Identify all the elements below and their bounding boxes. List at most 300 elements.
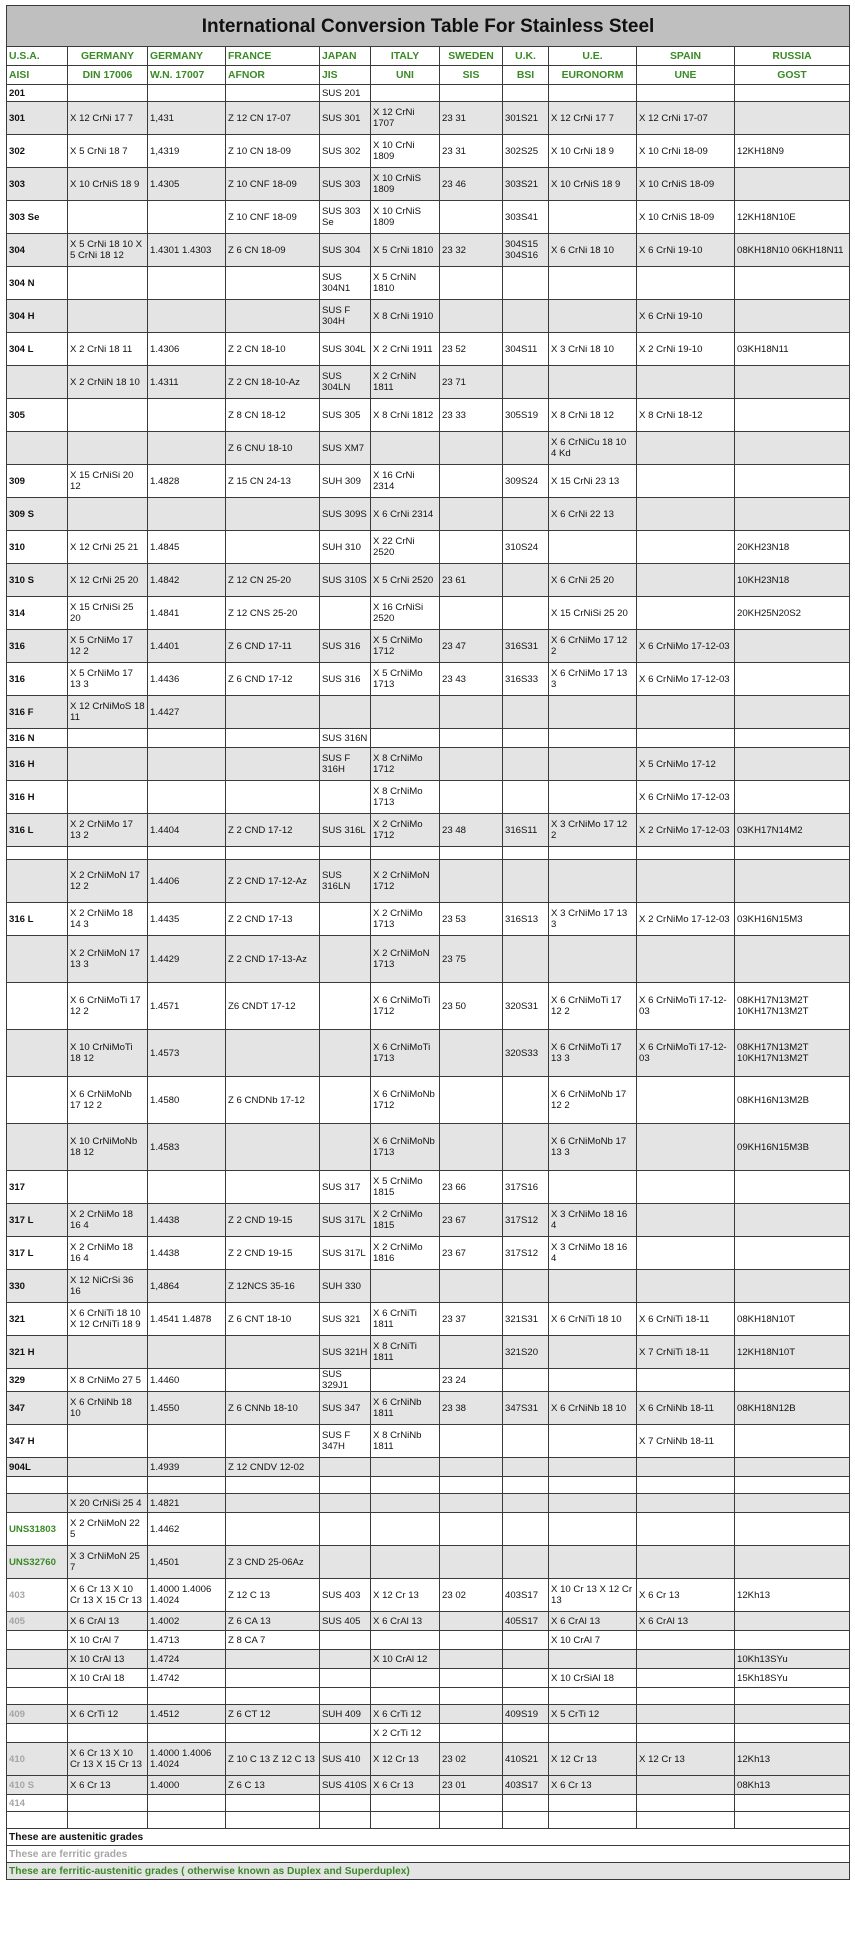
grade-cell — [320, 903, 371, 936]
grade-cell: X 2 CrNiMo 17-12-03 — [637, 814, 735, 847]
table-row — [7, 531, 850, 564]
grade-cell: Z 10 CNF 18-09 — [226, 168, 320, 201]
grade-cell: 1.4000 — [148, 1776, 226, 1795]
table-row — [7, 1812, 850, 1829]
grade-cell: 1.4713 — [148, 1631, 226, 1650]
grade-cell: 23 02 — [440, 1579, 503, 1612]
legend-austenitic-row — [7, 1829, 850, 1846]
grade-cell: X 7 CrNiNb 18-11 — [637, 1425, 735, 1458]
table-row — [7, 168, 850, 201]
grade-cell: X 8 CrNi 18 12 — [549, 399, 637, 432]
grade-cell: 23 31 — [440, 135, 503, 168]
grade-cell — [549, 366, 637, 399]
grade-cell: SUS 302 — [320, 135, 371, 168]
grade-cell: X 12 CrNi 25 21 — [68, 531, 148, 564]
grade-cell: X 6 CrNi 2314 — [371, 498, 440, 531]
grade-cell: X 5 CrNiMo 17 12 2 — [68, 630, 148, 663]
grade-cell: 1.4311 — [148, 366, 226, 399]
grade-cell: X 5 CrNi 18 7 — [68, 135, 148, 168]
table-row — [7, 630, 850, 663]
grade-cell: X 12 NiCrSi 36 16 — [68, 1270, 148, 1303]
grade-cell — [549, 201, 637, 234]
grade-cell — [320, 847, 371, 860]
grade-cell — [68, 729, 148, 748]
grade-cell: 1.4301 1.4303 — [148, 234, 226, 267]
grade-cell: X 2 CrNiMo 1713 — [371, 903, 440, 936]
aisi-grade-cell: 303 — [7, 168, 68, 201]
grade-cell — [549, 847, 637, 860]
grade-cell — [549, 85, 637, 102]
grade-cell: 23 47 — [440, 630, 503, 663]
table-row — [7, 1237, 850, 1270]
grade-cell — [148, 1477, 226, 1494]
grade-cell — [226, 1494, 320, 1513]
grade-cell: Z 6 CND 17-12 — [226, 663, 320, 696]
grade-cell — [503, 498, 549, 531]
grade-cell — [226, 1650, 320, 1669]
grade-cell — [148, 1336, 226, 1369]
grade-cell: X 2 CrNiMo 1815 — [371, 1204, 440, 1237]
aisi-grade-cell — [7, 1688, 68, 1705]
grade-cell — [148, 847, 226, 860]
aisi-grade-cell: 403 — [7, 1579, 68, 1612]
grade-cell: SUS 321 — [320, 1303, 371, 1336]
aisi-grade-cell: 304 L — [7, 333, 68, 366]
grade-cell: SUS 316LN — [320, 860, 371, 903]
table-row — [7, 729, 850, 748]
grade-cell: X 10 CrNiS 1809 — [371, 201, 440, 234]
grade-cell: X 6 CrNiMoTi 17-12-03 — [637, 983, 735, 1030]
grade-cell — [549, 748, 637, 781]
grade-cell: 1.4550 — [148, 1392, 226, 1425]
grade-cell: X 3 CrNi 18 10 — [549, 333, 637, 366]
grade-cell: 1.4427 — [148, 696, 226, 729]
grade-cell — [371, 1812, 440, 1829]
grade-cell: X 10 CrSiAl 18 — [549, 1669, 637, 1688]
table-row — [7, 1077, 850, 1124]
grade-cell: X 2 CrNiMoN 17 12 2 — [68, 860, 148, 903]
aisi-grade-cell: 316 H — [7, 781, 68, 814]
grade-cell — [440, 465, 503, 498]
grade-cell: X 6 CrNiMo 17 12 2 — [549, 630, 637, 663]
grade-cell — [503, 1546, 549, 1579]
grade-cell — [440, 1458, 503, 1477]
grade-cell: X 6 CrNi 18 10 — [549, 234, 637, 267]
grade-cell: X 12 Cr 13 — [637, 1743, 735, 1776]
grade-cell: X 3 CrNiMoN 25 7 — [68, 1546, 148, 1579]
grade-cell: 23 46 — [440, 168, 503, 201]
grade-cell — [68, 1724, 148, 1743]
aisi-grade-cell: 302 — [7, 135, 68, 168]
aisi-grade-cell: 316 L — [7, 903, 68, 936]
grade-cell: 303S41 — [503, 201, 549, 234]
grade-cell: X 8 CrNiMo 1712 — [371, 748, 440, 781]
grade-cell: 321S20 — [503, 1336, 549, 1369]
table-row — [7, 663, 850, 696]
grade-cell — [440, 1669, 503, 1688]
grade-cell: SUS 316L — [320, 814, 371, 847]
table-row — [7, 1494, 850, 1513]
grade-cell: 1.4724 — [148, 1650, 226, 1669]
grade-cell: X 6 CrNiMoNb 17 13 3 — [549, 1124, 637, 1171]
grade-cell: X 12 CrNi 17-07 — [637, 102, 735, 135]
grade-cell — [68, 1336, 148, 1369]
grade-cell — [735, 1425, 850, 1458]
aisi-grade-cell: 347 — [7, 1392, 68, 1425]
table-row — [7, 1171, 850, 1204]
grade-cell — [68, 1688, 148, 1705]
grade-cell: X 6 CrNiMoTi 1713 — [371, 1030, 440, 1077]
grade-cell — [637, 1812, 735, 1829]
grade-cell — [226, 531, 320, 564]
aisi-grade-cell: 316 L — [7, 814, 68, 847]
grade-cell: X 6 CrNiNb 18-11 — [637, 1392, 735, 1425]
table-row — [7, 1688, 850, 1705]
standard-header-cell: AFNOR — [226, 66, 320, 85]
grade-cell: 23 67 — [440, 1204, 503, 1237]
grade-cell — [637, 847, 735, 860]
grade-cell: X 6 CrNiTi 18 10 — [549, 1303, 637, 1336]
grade-cell — [549, 729, 637, 748]
grade-cell — [735, 729, 850, 748]
table-row — [7, 465, 850, 498]
standard-header-cell: EURONORM — [549, 66, 637, 85]
grade-cell — [637, 729, 735, 748]
grade-cell: X 6 CrNiNb 18 10 — [549, 1392, 637, 1425]
grade-cell: X 5 CrNiN 1810 — [371, 267, 440, 300]
grade-cell: 03KH17N14M2 — [735, 814, 850, 847]
grade-cell — [226, 1171, 320, 1204]
grade-cell — [148, 1812, 226, 1829]
aisi-grade-cell: 414 — [7, 1795, 68, 1812]
aisi-grade-cell — [7, 1494, 68, 1513]
grade-cell — [68, 1795, 148, 1812]
grade-cell — [637, 531, 735, 564]
grade-cell — [440, 1336, 503, 1369]
grade-cell — [226, 1795, 320, 1812]
grade-cell — [371, 85, 440, 102]
grade-cell: 08KH16N13M2B — [735, 1077, 850, 1124]
grade-cell — [735, 630, 850, 663]
grade-cell — [637, 432, 735, 465]
grade-cell — [637, 498, 735, 531]
grade-cell — [320, 983, 371, 1030]
grade-cell: X 2 CrNi 18 11 — [68, 333, 148, 366]
country-header-cell: U.K. — [503, 47, 549, 66]
grade-cell: X 2 CrNiMo 1712 — [371, 814, 440, 847]
grade-cell: SUS 304LN — [320, 366, 371, 399]
legend-duplex-row — [7, 1863, 850, 1880]
grade-cell — [440, 1077, 503, 1124]
grade-cell: Z 2 CND 17-13 — [226, 903, 320, 936]
grade-cell — [637, 1669, 735, 1688]
grade-cell — [226, 1724, 320, 1743]
grade-cell: SUS 347 — [320, 1392, 371, 1425]
grade-cell: X 2 CrNiMo 18 16 4 — [68, 1204, 148, 1237]
grade-cell: SUS 317L — [320, 1237, 371, 1270]
grade-cell — [735, 1688, 850, 1705]
grade-cell: Z 6 CNDNb 17-12 — [226, 1077, 320, 1124]
grade-cell — [148, 1795, 226, 1812]
grade-cell: X 6 CrNiMo 17-12-03 — [637, 663, 735, 696]
grade-cell — [503, 936, 549, 983]
aisi-grade-cell: 201 — [7, 85, 68, 102]
grade-cell — [637, 1546, 735, 1579]
standard-header-cell: BSI — [503, 66, 549, 85]
grade-cell — [440, 1124, 503, 1171]
grade-cell: SUS 316N — [320, 729, 371, 748]
aisi-grade-cell: 330 — [7, 1270, 68, 1303]
grade-cell: Z 6 CNNb 18-10 — [226, 1392, 320, 1425]
table-row — [7, 1724, 850, 1743]
table-row — [7, 201, 850, 234]
grade-cell: 317S12 — [503, 1237, 549, 1270]
grade-cell — [549, 1336, 637, 1369]
standard-header-cell: UNI — [371, 66, 440, 85]
grade-cell — [735, 847, 850, 860]
grade-cell — [371, 1477, 440, 1494]
grade-cell: SUH 330 — [320, 1270, 371, 1303]
grade-cell: X 6 CrNiMoNb 17 12 2 — [549, 1077, 637, 1124]
grade-cell — [549, 1724, 637, 1743]
grade-cell — [226, 498, 320, 531]
grade-cell: X 6 CrNiCu 18 10 4 Kd — [549, 432, 637, 465]
grade-cell: 316S13 — [503, 903, 549, 936]
grade-cell — [440, 1631, 503, 1650]
grade-cell — [549, 1494, 637, 1513]
grade-cell — [68, 748, 148, 781]
grade-cell — [320, 1546, 371, 1579]
standard-header-cell: UNE — [637, 66, 735, 85]
grade-cell — [549, 860, 637, 903]
table-row — [7, 135, 850, 168]
grade-cell — [735, 781, 850, 814]
grade-cell — [148, 729, 226, 748]
grade-cell — [226, 1812, 320, 1829]
grade-cell — [320, 936, 371, 983]
aisi-grade-cell: 316 H — [7, 748, 68, 781]
grade-cell: 403S17 — [503, 1579, 549, 1612]
grade-cell — [549, 781, 637, 814]
aisi-grade-cell: UNS32760 — [7, 1546, 68, 1579]
grade-cell: X 12 CrNiMoS 18 11 — [68, 696, 148, 729]
aisi-grade-cell: UNS31803 — [7, 1513, 68, 1546]
grade-cell — [68, 1812, 148, 1829]
grade-cell — [68, 1425, 148, 1458]
grade-cell: Z 2 CN 18-10 — [226, 333, 320, 366]
grade-cell: X 5 CrNi 2520 — [371, 564, 440, 597]
table-row — [7, 1795, 850, 1812]
aisi-grade-cell: 410 S — [7, 1776, 68, 1795]
table-row — [7, 1776, 850, 1795]
grade-cell: X 10 CrNiS 18-09 — [637, 201, 735, 234]
grade-cell — [549, 267, 637, 300]
grade-cell — [320, 1669, 371, 1688]
country-header-cell: JAPAN — [320, 47, 371, 66]
grade-cell: X 5 CrNiMo 17 13 3 — [68, 663, 148, 696]
grade-cell: X 6 CrNiTi 18-11 — [637, 1303, 735, 1336]
grade-cell: 20KH23N18 — [735, 531, 850, 564]
grade-cell: X 6 Cr 13 — [68, 1776, 148, 1795]
grade-cell — [735, 696, 850, 729]
grade-cell — [549, 1369, 637, 1392]
table-row — [7, 333, 850, 366]
table-row — [7, 1336, 850, 1369]
grade-cell — [148, 781, 226, 814]
grade-cell: 1.4406 — [148, 860, 226, 903]
grade-cell — [148, 432, 226, 465]
table-row — [7, 366, 850, 399]
aisi-grade-cell — [7, 860, 68, 903]
grade-cell: X 6 CrNiMo 17 13 3 — [549, 663, 637, 696]
grade-cell: 1,4319 — [148, 135, 226, 168]
aisi-grade-cell: 321 — [7, 1303, 68, 1336]
grade-cell: 320S33 — [503, 1030, 549, 1077]
grade-cell — [440, 1513, 503, 1546]
grade-cell — [320, 1458, 371, 1477]
grade-cell — [735, 1458, 850, 1477]
grade-cell: X 10 CrAl 7 — [549, 1631, 637, 1650]
grade-cell — [148, 201, 226, 234]
grade-cell: 1.4742 — [148, 1669, 226, 1688]
grade-cell: 1.4000 1.4006 1.4024 — [148, 1579, 226, 1612]
grade-cell: 23 50 — [440, 983, 503, 1030]
grade-cell — [440, 1612, 503, 1631]
grade-cell: SUS 410S — [320, 1776, 371, 1795]
grade-cell — [440, 1724, 503, 1743]
grade-cell — [68, 1171, 148, 1204]
grade-cell — [440, 432, 503, 465]
grade-cell: SUS 317L — [320, 1204, 371, 1237]
grade-cell: 1.4573 — [148, 1030, 226, 1077]
grade-cell: 1.4305 — [148, 168, 226, 201]
aisi-grade-cell: 317 L — [7, 1237, 68, 1270]
grade-cell — [371, 1688, 440, 1705]
grade-cell — [735, 663, 850, 696]
grade-cell: 23 75 — [440, 936, 503, 983]
grade-cell: X 6 CrNiTi 18 10 X 12 CrNiTi 18 9 — [68, 1303, 148, 1336]
grade-cell — [637, 85, 735, 102]
grade-cell: 23 48 — [440, 814, 503, 847]
grade-cell — [371, 1494, 440, 1513]
grade-cell: 310S24 — [503, 531, 549, 564]
grade-cell: X 6 CrNi 19-10 — [637, 300, 735, 333]
grade-cell — [371, 1513, 440, 1546]
grade-cell: X 2 CrNiMo 17-12-03 — [637, 903, 735, 936]
grade-cell — [637, 1477, 735, 1494]
grade-cell: SUH 409 — [320, 1705, 371, 1724]
grade-cell — [735, 168, 850, 201]
grade-cell: 03KH18N11 — [735, 333, 850, 366]
grade-cell — [549, 1546, 637, 1579]
conversion-table-page — [6, 5, 849, 1880]
page-title: International Conversion Table For Stainless Steel — [7, 6, 850, 47]
country-header-cell: ITALY — [371, 47, 440, 66]
country-header-cell: SWEDEN — [440, 47, 503, 66]
grade-cell: X 15 CrNi 23 13 — [549, 465, 637, 498]
grade-cell: X 2 CrNi 19-10 — [637, 333, 735, 366]
grade-cell — [503, 781, 549, 814]
grade-cell: SUS 304L — [320, 333, 371, 366]
grade-cell: SUS 303 — [320, 168, 371, 201]
grade-cell — [503, 597, 549, 630]
grade-cell: X 6 CrNi 19-10 — [637, 234, 735, 267]
grade-cell: X 6 CrNiNb 18 10 — [68, 1392, 148, 1425]
grade-cell: X 10 CrNi 18 9 — [549, 135, 637, 168]
grade-cell: X 12 CrNi 17 7 — [549, 102, 637, 135]
table-row — [7, 748, 850, 781]
grade-cell: Z 2 CND 17-12 — [226, 814, 320, 847]
grade-cell — [637, 1724, 735, 1743]
grade-cell: 316S11 — [503, 814, 549, 847]
grade-cell: 317S12 — [503, 1204, 549, 1237]
grade-cell — [226, 1369, 320, 1392]
grade-cell: Z 10 CN 18-09 — [226, 135, 320, 168]
aisi-grade-cell: 316 N — [7, 729, 68, 748]
grade-cell: 1.4435 — [148, 903, 226, 936]
grade-cell — [440, 498, 503, 531]
aisi-grade-cell: 309 S — [7, 498, 68, 531]
table-row — [7, 1546, 850, 1579]
table-row — [7, 903, 850, 936]
grade-cell: 08KH17N13M2T 10KH17N13M2T — [735, 1030, 850, 1077]
grade-cell — [637, 696, 735, 729]
grade-cell — [637, 1705, 735, 1724]
grade-cell: X 12 Cr 13 — [371, 1743, 440, 1776]
grade-cell — [735, 1494, 850, 1513]
country-header-cell: U.S.A. — [7, 47, 68, 66]
grade-cell — [320, 1030, 371, 1077]
grade-cell — [440, 1546, 503, 1579]
grade-cell: SUS 405 — [320, 1612, 371, 1631]
grade-cell: 1.4512 — [148, 1705, 226, 1724]
grade-cell — [68, 847, 148, 860]
grade-cell — [637, 1688, 735, 1705]
grade-cell — [735, 1631, 850, 1650]
grade-cell — [226, 1513, 320, 1546]
table-row — [7, 597, 850, 630]
grade-cell — [371, 696, 440, 729]
grade-cell: X 10 CrNiS 1809 — [371, 168, 440, 201]
grade-cell: 347S31 — [503, 1392, 549, 1425]
grade-cell: X 15 CrNiSi 25 20 — [68, 597, 148, 630]
grade-cell — [148, 1724, 226, 1743]
aisi-grade-cell — [7, 1631, 68, 1650]
grade-cell — [226, 1425, 320, 1458]
grade-cell — [371, 1369, 440, 1392]
grade-cell: 23 31 — [440, 102, 503, 135]
grade-cell — [320, 1477, 371, 1494]
grade-cell: X 3 CrNiMo 18 16 4 — [549, 1237, 637, 1270]
grade-cell: Z 10 CNF 18-09 — [226, 201, 320, 234]
grade-cell: 08KH17N13M2T 10KH17N13M2T — [735, 983, 850, 1030]
grade-cell — [549, 1812, 637, 1829]
grade-cell — [735, 1477, 850, 1494]
grade-cell — [549, 300, 637, 333]
grade-cell: X 10 CrNiS 18-09 — [637, 168, 735, 201]
grade-cell: X 3 CrNiMo 18 16 4 — [549, 1204, 637, 1237]
grade-cell: X 6 Cr 13 — [549, 1776, 637, 1795]
grade-cell: 12KH18N10E — [735, 201, 850, 234]
table-row — [7, 1631, 850, 1650]
grade-cell — [440, 1795, 503, 1812]
grade-cell: SUS F 304H — [320, 300, 371, 333]
country-header-cell: U.E. — [549, 47, 637, 66]
grade-cell — [320, 1795, 371, 1812]
grade-cell — [226, 267, 320, 300]
grade-cell: X 8 CrNi 18-12 — [637, 399, 735, 432]
grade-cell — [503, 1477, 549, 1494]
